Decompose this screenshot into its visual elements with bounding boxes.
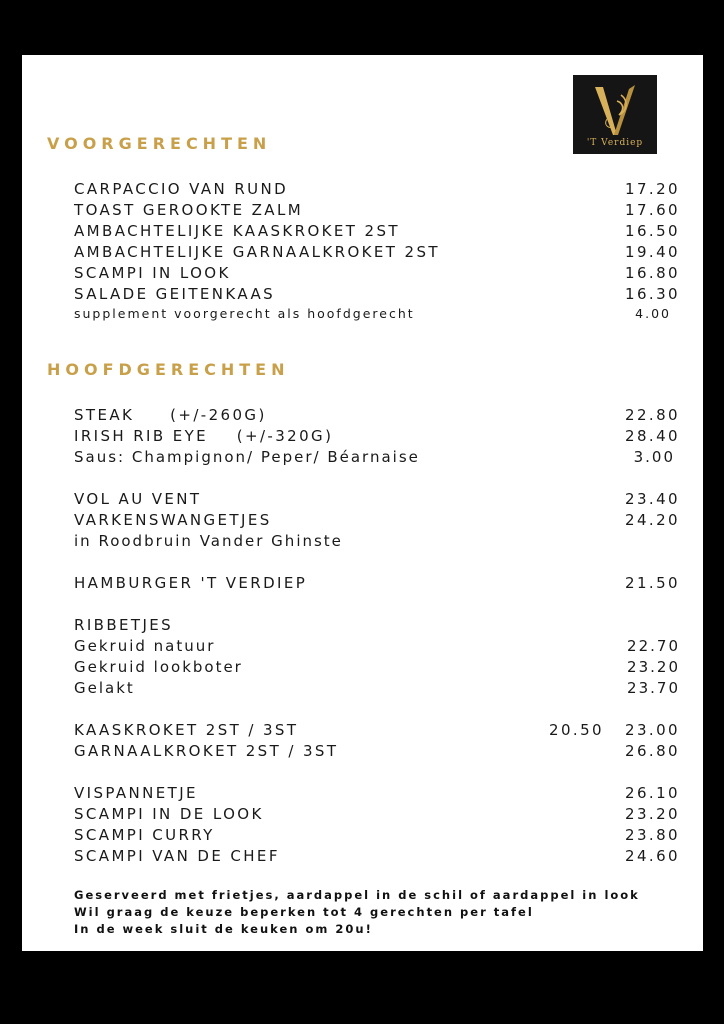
item-label: SCAMPI VAN DE CHEF: [74, 847, 280, 865]
item-price: 23.80: [625, 826, 680, 844]
item-price: 21.50: [625, 574, 680, 592]
menu-item: [74, 574, 680, 595]
menu-item: [74, 180, 680, 201]
logo-text: 'T Verdiep: [586, 138, 644, 148]
item-label: STEAK (+/-260G): [74, 406, 267, 424]
item-label: SCAMPI CURRY: [74, 826, 215, 844]
item-label: VOL AU VENT: [74, 490, 202, 508]
menu-item: [74, 784, 680, 805]
menu-group-label: [74, 616, 680, 637]
menu-item: [74, 511, 680, 532]
item-price: 24.60: [625, 847, 680, 865]
item-price: 23.20: [627, 658, 680, 676]
item-price: 28.40: [625, 427, 680, 445]
item-label: VISPANNETJE: [74, 784, 198, 802]
item-label: supplement voorgerecht als hoofdgerecht: [74, 306, 415, 321]
item-price: 22.80: [625, 406, 680, 424]
menu-item: [74, 285, 680, 306]
item-price: 17.60: [625, 201, 680, 219]
item-label: CARPACCIO VAN RUND: [74, 180, 289, 198]
menu-item: [74, 406, 680, 427]
menu-page: [22, 55, 703, 951]
item-price: 22.70: [627, 637, 680, 655]
menu-item-supplement: [74, 306, 680, 327]
item-price: 16.30: [625, 285, 680, 303]
menu-item: [74, 658, 680, 679]
item-label: Gekruid natuur: [74, 637, 216, 655]
menu-item: [74, 201, 680, 222]
item-label: TOAST GEROOKTE ZALM: [74, 201, 304, 219]
item-label: Gekruid lookboter: [74, 658, 243, 676]
item-price: 16.50: [625, 222, 680, 240]
menu-item: [74, 490, 680, 511]
item-label: SCAMPI IN DE LOOK: [74, 805, 264, 823]
item-price-2st: 20.50: [549, 721, 604, 739]
footer-note-limit: Wil graag de keuze beperken tot 4 gerechten per tafel: [74, 905, 534, 919]
footer-note-kitchen: In de week sluit de keuken om 20u!: [74, 922, 373, 936]
menu-item: [74, 679, 680, 700]
item-price: 4.00: [635, 306, 671, 321]
item-label: Gelakt: [74, 679, 135, 697]
menu-item: [74, 805, 680, 826]
section-title-voorgerechten: VOORGERECHTEN: [47, 134, 272, 153]
item-price: 23.70: [627, 679, 680, 697]
menu-item: [74, 427, 680, 448]
item-price: 23.40: [625, 490, 680, 508]
item-label: SCAMPI IN LOOK: [74, 264, 231, 282]
menu-item: [74, 742, 680, 763]
item-label: AMBACHTELIJKE GARNAALKROKET 2ST: [74, 243, 440, 261]
menu-item: [74, 243, 680, 264]
item-price: 23.20: [625, 805, 680, 823]
item-label: in Roodbruin Vander Ghinste: [74, 532, 343, 550]
item-price: 23.00: [625, 721, 680, 739]
item-price: 19.40: [625, 243, 680, 261]
item-price: 16.80: [625, 264, 680, 282]
item-price: 26.80: [625, 742, 680, 760]
menu-item: [74, 826, 680, 847]
menu-item-description: [74, 532, 680, 553]
menu-item: [74, 448, 680, 469]
item-price: 3.00: [633, 448, 675, 466]
item-label: HAMBURGER 'T VERDIEP: [74, 574, 308, 592]
item-label: VARKENSWANGETJES: [74, 511, 272, 529]
footer-note-sides: Geserveerd met frietjes, aardappel in de schil of aardappel in look: [74, 888, 640, 902]
item-label: Saus: Champignon/ Peper/ Béarnaise: [74, 448, 420, 466]
item-label: AMBACHTELIJKE KAASKROKET 2ST: [74, 222, 400, 240]
item-price: 17.20: [625, 180, 680, 198]
menu-item: [74, 637, 680, 658]
item-price: 24.20: [625, 511, 680, 529]
item-label: SALADE GEITENKAAS: [74, 285, 276, 303]
section-title-hoofdgerechten: HOOFDGERECHTEN: [47, 360, 290, 379]
item-price: 26.10: [625, 784, 680, 802]
restaurant-logo: [573, 75, 657, 154]
item-label: RIBBETJES: [74, 616, 174, 634]
menu-item: [74, 264, 680, 285]
item-label: KAASKROKET 2ST / 3ST: [74, 721, 299, 739]
menu-item: [74, 847, 680, 868]
menu-item: [74, 222, 680, 243]
item-label: GARNAALKROKET 2ST / 3ST: [74, 742, 339, 760]
item-label: IRISH RIB EYE (+/-320G): [74, 427, 334, 445]
menu-item: [74, 721, 680, 742]
